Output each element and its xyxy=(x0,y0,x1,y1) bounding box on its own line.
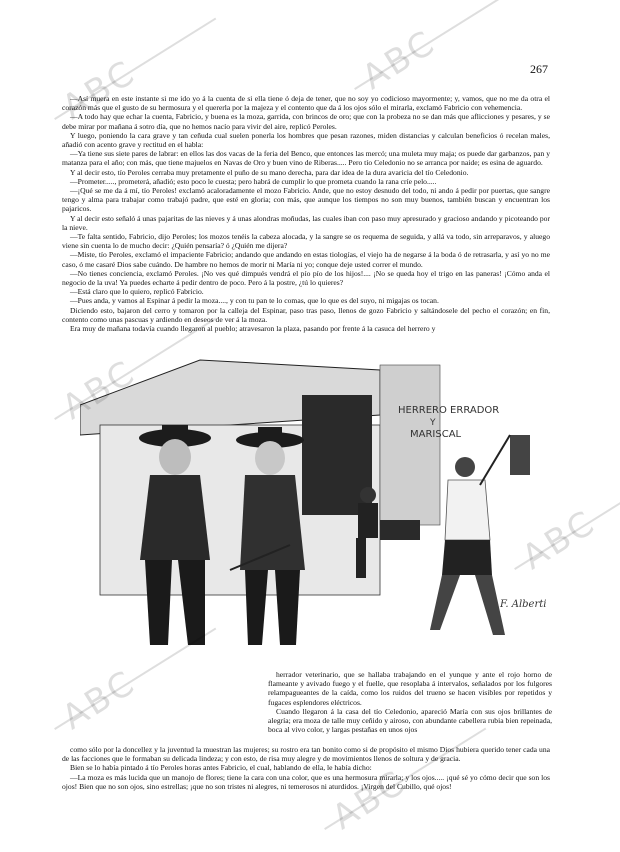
paragraph: —¡Qué se me da á mí, tío Peroles! exclamó acaloradamente el mozo Fabricio. Ande, que no estoy desnudo del todo, ni ando á pedir por puertas, que sangre tengo y alma para trabajar como trabajó padre, que esté en gloria; con más, que aunque los tiempos no son muy buenos, también buscan y encuentran los pajaricos. xyxy=(62,186,550,214)
paragraph: —A todo hay que echar la cuenta, Fabricio, y buena es la moza, garrida, con brincos de oro; que con la probeza no se dan más que aflicciones y pesares, y se debe mirar por mañana á sotro día, que no hemos nacío para vivir del aire, replicó Peroles. xyxy=(62,112,550,131)
paragraph: herrador veterinario, que se hallaba trabajando en el yunque y ante el rojo horno de flameante y avivado fuego y el fuelle, que resoplaba á intervalos, señalados por los fulgores relampagueantes de la caída, como los ruidos del trueno se hacen visibles por repetidos y fugaces esplendores eléctricos. xyxy=(268,670,552,707)
paragraph: como sólo por la doncellez y la juventud la muestran las mujeres; su rostro era tan bonito como si de propósito el mismo Dios hubiera querido tener cada una de las facciones que le formaban su delicada lindeza; y con esto, de risa muy alegre y de movimientos llenos de soltura y de gracia. xyxy=(62,745,550,764)
paragraph: —La moza es más lucida que un manojo de flores; tiene la cara con una color, que es una hermosura mirarla; y los ojos..... ¡qué sé yo cómo decir que son los ojos! Bien que no son ojos, sino estrellas; ¡que no son tristes ni alegres, ni temerosos ni aturdidos. ¡Virgen del Cubillo, qué ojos! xyxy=(62,772,550,791)
figure-blacksmith xyxy=(430,435,510,635)
svg-text:MARISCAL: MARISCAL xyxy=(410,429,462,440)
svg-text:HERRERO ERRADOR: HERRERO ERRADOR xyxy=(398,405,500,416)
abc-watermark: ABC xyxy=(355,22,444,98)
paragraph: —Ya tiene sus siete pares de labrar: en ellos las dos vacas de la feria del Benco, que entonces las mercó; una muleta muy maja; os puede dar garbanzos, pan y matanza para el año; con más, que tiene majuelos en Navas de Oro y buen vino de Riberas..... Pero tío Celedonio no se arranca por naide; es esina de aguardo. xyxy=(62,149,550,168)
paragraph: Y luego, poniendo la cara grave y tan ceñuda cual suelen ponerla los hombres que pesan razones, miden distancias y calculan beneficios ó recelan males, añadió con acento grave y rectitud en el habla: xyxy=(62,130,550,150)
page-number: 267 xyxy=(530,62,548,76)
paragraph: Era muy de mañana todavía cuando llegaron al pueblo; atravesaron la plaza, pasando por frente á la casuca del herrero y xyxy=(70,324,436,334)
paragraph: —Prometer....., prometerá, añadió; esto poco le cuesta; pero habrá de cumplir lo que prometa cuando la rana críe pelo..... xyxy=(70,176,437,186)
abc-watermark: ABC xyxy=(55,52,144,128)
paragraph: Cuando llegaron á la casa del tío Celedonio, apareció María con sus ojos brillantes de alegría; era moza de talle muy ceñido y airoso, con abundante cabellera rubia bien repeinada, boca al vivo color, y largas pestañas en unos ojos xyxy=(268,706,552,735)
paragraph: Y al decir esto, tío Peroles cerraba muy pretamente el puño de su mano derecha, para dar idea de la dura avaricia del tío Celedonio. xyxy=(70,167,469,177)
paragraph: —Te falta sentido, Fabricio, dijo Peroles; los mozos tenéis la cabeza alocada, y la sangre se os requema de seguida, y allá va todo, sin arreparavos, y aluego viene sin cuenta lo de mucho decir: ¿Quién pensaría? ó ¿Quién me dijera? xyxy=(62,232,550,251)
bottom-text xyxy=(62,745,550,791)
abc-watermark: ABC xyxy=(325,762,414,838)
paragraph: —No tienes conciencia, exclamó Peroles. ¡No ves qué dimpués vendrá el pío pío de los hijos!.... ¡No se queda hoy el trigo en las paneras! ¡Cómo anda el negocio de la uva! Ya puedes echarte á pedir dentro de poco. Pero á la postre, ¿tú lo quieres? xyxy=(62,268,550,288)
paragraph: —Está claro que lo quiero, replicó Fabricio. xyxy=(70,287,204,297)
paragraph: Y al decir esto señaló á unas pajaritas de las nieves y á unas alondras moñudas, las cuales iban con paso muy apresurado y gracioso andando y picoteando por la nieve. xyxy=(62,213,550,232)
abc-watermark: ABC xyxy=(55,352,144,428)
right-column-text xyxy=(268,670,552,734)
paragraph: Bien se lo había pintado á tío Peroles horas antes Fabricio, el cual, hablando de ella, le había dicho: xyxy=(70,763,372,773)
svg-text:Y: Y xyxy=(430,418,436,428)
paragraph: —Pues anda, y vamos al Espinar á pedir la moza...., y con tu pan te lo comas, que lo que es del suyo, ni migajas os tocan. xyxy=(70,296,439,306)
paragraph: —Así muera en este instante si me ido yo á la cuenta de si ella tiene ó deja de tener, que no soy yo codicioso mayormente; y, vamos, que no me da otra el corazón más que el gusto de su hermosura y el quererla por la majeza y el contento que da á los ojos sólo el mirarla, exclamó Fabricio con vehemencia. xyxy=(62,94,550,113)
paragraph: —Miste, tío Peroles, exclamó el impaciente Fabricio; andando que andando en estas tiologías, el viejo ha de negarse á la boda ó de retrasarla, y así yo no me caso, ó me casaré Dios sabe cuándo. De hambre no hemos de morir ni María ni yo; conque deje usted correr el mundo. xyxy=(62,250,550,269)
article-body xyxy=(62,94,550,333)
paragraph: Diciendo esto, bajaron del cerro y tomaron por la calleja del Espinar, paso tras paso, llenos de gozo Fabricio y saltándosele del pecho el corazón; en fin, contento como unas pascuas y ardiendo en deseos de ver á la moza. xyxy=(62,305,550,324)
abc-watermark: ABC xyxy=(515,502,604,578)
blacksmith-illustration xyxy=(80,345,560,665)
artist-signature: F. Alberti xyxy=(500,599,547,610)
abc-watermark: ABC xyxy=(55,662,144,738)
